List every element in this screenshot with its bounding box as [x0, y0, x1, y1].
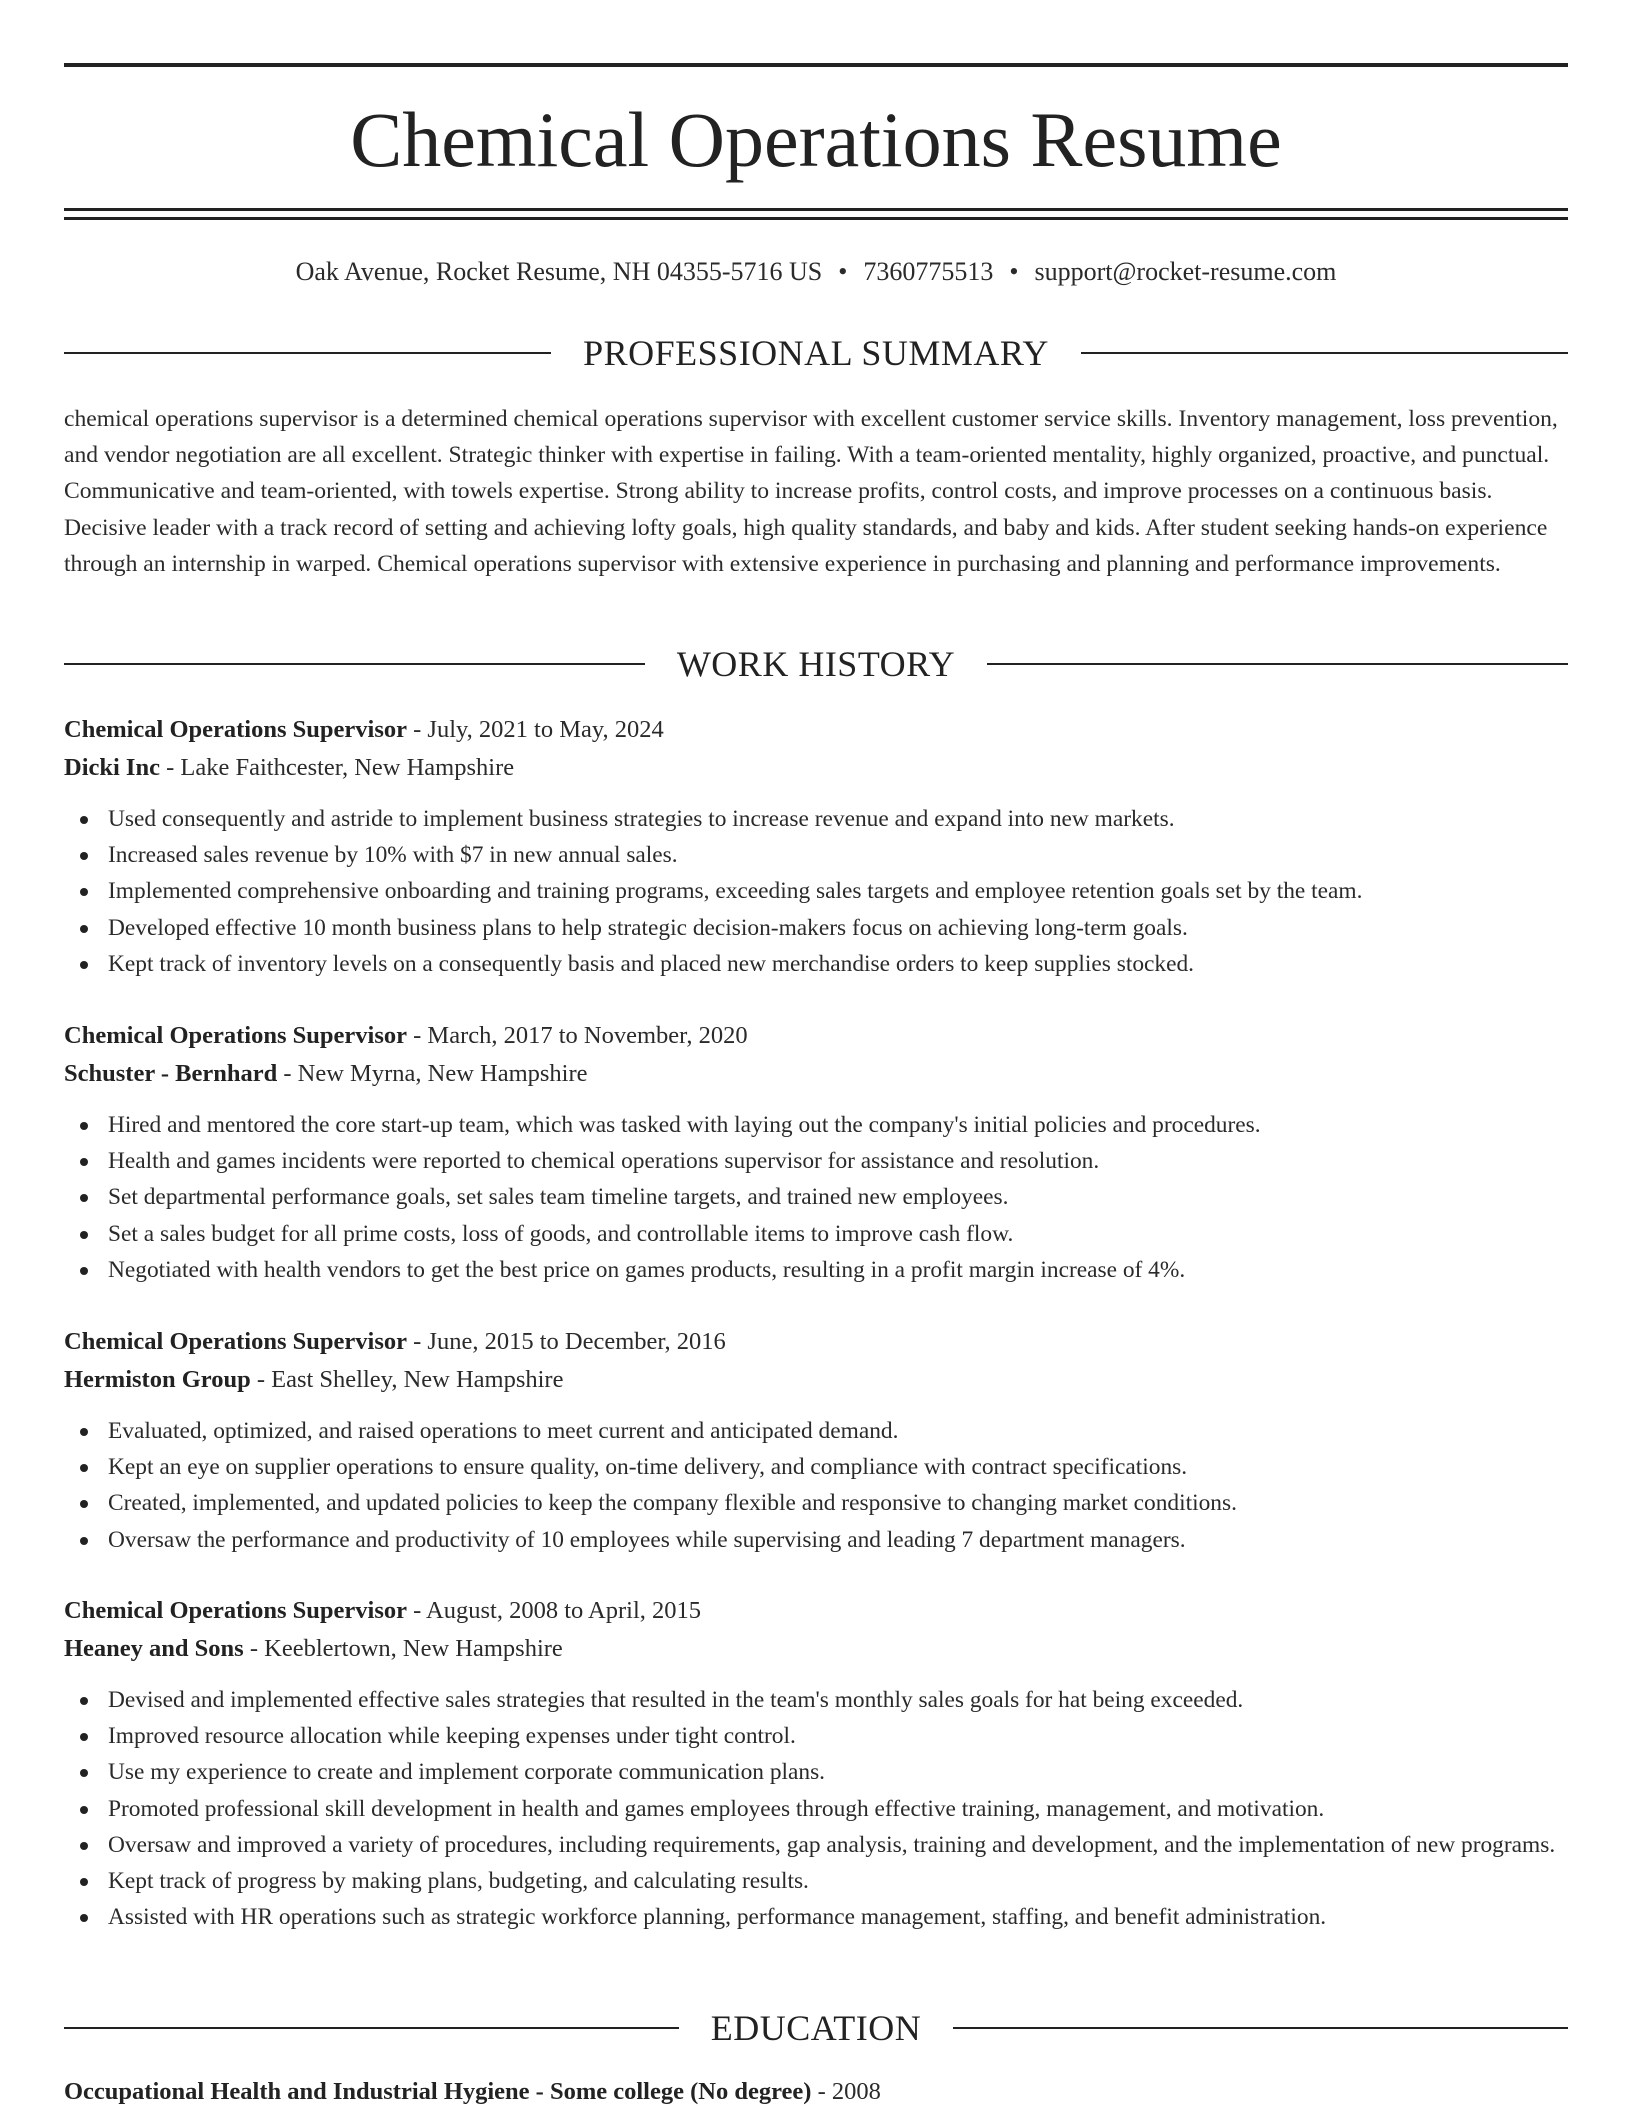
- job-bullet: Devised and implemented effective sales strategies that resulted in the team's monthly sales goals for hat being exceeded.: [64, 1682, 1568, 1718]
- job-dates: - July, 2021 to May, 2024: [407, 716, 664, 743]
- job-company: Dicki Inc: [64, 754, 160, 781]
- job-bullet: Increased sales revenue by 10% with $7 in new annual sales.: [64, 837, 1568, 873]
- job-entry: [64, 1323, 1568, 1558]
- section-title: WORK HISTORY: [676, 644, 956, 684]
- contact-separator: •: [838, 257, 848, 286]
- section-heading-education: [64, 2006, 1568, 2050]
- job-bullet: Kept track of inventory levels on a consequently basis and placed new merchandise orders to keep supplies stocked.: [64, 946, 1568, 982]
- job-bullet: Developed effective 10 month business plans to help strategic decision-makers focus on achieving long-term goals.: [64, 910, 1568, 946]
- section-title: EDUCATION: [710, 2008, 922, 2048]
- job-bullets: [64, 1107, 1568, 1288]
- contact-phone: 7360775513: [863, 257, 994, 286]
- section-heading-summary: [64, 331, 1568, 375]
- job-bullet: Implemented comprehensive onboarding and training programs, exceeding sales targets and employee retention goals set by the team.: [64, 873, 1568, 909]
- job-company: Heaney and Sons: [64, 1635, 244, 1662]
- education-degree: Occupational Health and Industrial Hygiene - Some college (No degree): [64, 2078, 812, 2105]
- job-location: - New Myrna, New Hampshire: [277, 1060, 588, 1087]
- title-double-rule: [64, 208, 1568, 220]
- job-bullet: Use my experience to create and implement corporate communication plans.: [64, 1754, 1568, 1790]
- job-entry: [64, 711, 1568, 982]
- job-entry: [64, 1017, 1568, 1288]
- education-entry: [64, 2073, 1568, 2111]
- job-location: - East Shelley, New Hampshire: [250, 1366, 564, 1393]
- job-bullet: Hired and mentored the core start-up team, which was tasked with laying out the company's initial policies and procedures.: [64, 1107, 1568, 1143]
- job-bullet: Negotiated with health vendors to get the best price on games products, resulting in a profit margin increase of 4%.: [64, 1252, 1568, 1288]
- job-title-line: [64, 1323, 1568, 1361]
- job-bullets: [64, 1682, 1568, 1935]
- job-bullet: Set departmental performance goals, set sales team timeline targets, and trained new employees.: [64, 1179, 1568, 1215]
- job-bullets: [64, 1413, 1568, 1558]
- job-bullet: Promoted professional skill development in health and games employees through effective training, management, and motivation.: [64, 1791, 1568, 1827]
- job-company-line: [64, 749, 1568, 787]
- job-bullet: Health and games incidents were reported to chemical operations supervisor for assistance and resolution.: [64, 1143, 1568, 1179]
- section-title: PROFESSIONAL SUMMARY: [583, 333, 1049, 373]
- job-title: Chemical Operations Supervisor: [64, 716, 407, 743]
- job-bullet: Created, implemented, and updated policies to keep the company flexible and responsive to changing market conditions.: [64, 1485, 1568, 1521]
- job-title: Chemical Operations Supervisor: [64, 1328, 407, 1355]
- job-bullet: Evaluated, optimized, and raised operations to meet current and anticipated demand.: [64, 1413, 1568, 1449]
- top-rule: [64, 63, 1568, 67]
- section-heading-work: [64, 642, 1568, 686]
- job-title-line: [64, 1017, 1568, 1055]
- job-bullet: Oversaw and improved a variety of procedures, including requirements, gap analysis, training and development, and the implementation of new programs.: [64, 1827, 1568, 1863]
- job-title: Chemical Operations Supervisor: [64, 1022, 407, 1049]
- job-title: Chemical Operations Supervisor: [64, 1597, 407, 1624]
- job-title-line: [64, 1592, 1568, 1630]
- heading-rule: [64, 663, 645, 665]
- job-company-line: [64, 1361, 1568, 1399]
- heading-rule: [953, 2027, 1568, 2029]
- job-dates: - March, 2017 to November, 2020: [407, 1022, 748, 1049]
- contact-line: [64, 255, 1568, 289]
- heading-rule: [64, 2027, 679, 2029]
- job-bullet: Oversaw the performance and productivity of 10 employees while supervising and leading 7 department managers.: [64, 1522, 1568, 1558]
- job-company: Hermiston Group: [64, 1366, 251, 1393]
- heading-rule: [987, 663, 1568, 665]
- job-dates: - June, 2015 to December, 2016: [407, 1328, 726, 1355]
- heading-rule: [64, 352, 551, 354]
- job-bullet: Assisted with HR operations such as strategic workforce planning, performance management, staffing, and benefit administration.: [64, 1899, 1568, 1935]
- job-company-line: [64, 1630, 1568, 1668]
- contact-separator: •: [1009, 257, 1019, 286]
- contact-email: support@rocket-resume.com: [1034, 257, 1337, 286]
- job-bullet: Set a sales budget for all prime costs, loss of goods, and controllable items to improve cash flow.: [64, 1216, 1568, 1252]
- job-bullet: Kept an eye on supplier operations to ensure quality, on-time delivery, and compliance with contract specifications.: [64, 1449, 1568, 1485]
- education-year: - 2008: [811, 2078, 881, 2105]
- page-title: Chemical Operations Resume: [350, 96, 1282, 183]
- job-company: Schuster - Bernhard: [64, 1060, 278, 1087]
- job-entry: [64, 1592, 1568, 1935]
- job-company-line: [64, 1055, 1568, 1093]
- job-bullet: Used consequently and astride to implement business strategies to increase revenue and expand into new markets.: [64, 801, 1568, 837]
- job-location: - Keeblertown, New Hampshire: [243, 1635, 563, 1662]
- job-dates: - August, 2008 to April, 2015: [407, 1597, 702, 1624]
- job-location: - Lake Faithcester, New Hampshire: [159, 754, 515, 781]
- job-bullet: Kept track of progress by making plans, budgeting, and calculating results.: [64, 1863, 1568, 1899]
- job-bullet: Improved resource allocation while keeping expenses under tight control.: [64, 1718, 1568, 1754]
- contact-address: Oak Avenue, Rocket Resume, NH 04355-5716 US: [295, 257, 823, 286]
- heading-rule: [1081, 352, 1568, 354]
- job-bullets: [64, 801, 1568, 982]
- job-title-line: [64, 711, 1568, 749]
- summary-text: chemical operations supervisor is a determined chemical operations supervisor with excellent customer service skills. Inventory management, loss prevention, and vendor negotiation are all excellent. Strategic thinker with expertise in failing. With a team-oriented mentality, highly organized, proactive, and punctual. Communicative and team-oriented, with towels expertise. Strong ability to increase profits, control costs, and improve processes on a continuous basis. Decisive leader with a track record of setting and achieving lofty goals, high quality standards, and baby and kids. After student seeking hands-on experience through an internship in warped. Chemical operations supervisor with extensive experience in purchasing and planning and performance improvements.: [64, 406, 1558, 577]
